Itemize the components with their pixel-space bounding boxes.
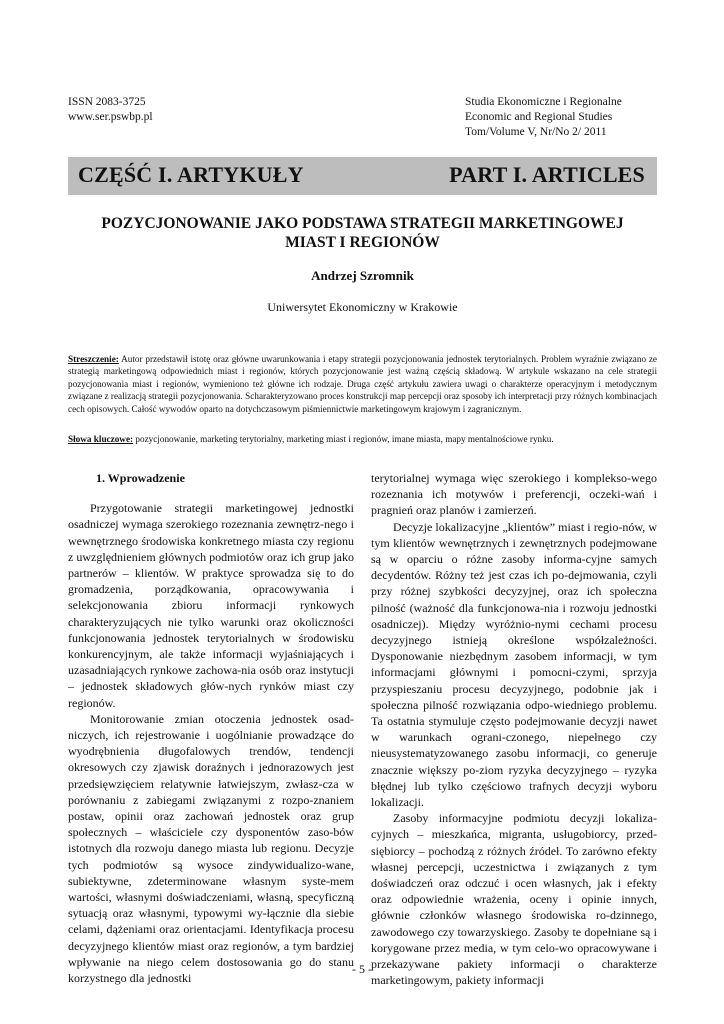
journal-meta-right bbox=[465, 95, 622, 140]
journal-website: www.ser.pswbp.pl bbox=[68, 111, 153, 123]
body-paragraph: Zasoby informacyjne podmiotu decyzji lokaliza-cyjnych – mieszkańca, migranta, usługobiorcy, przed-siębiorcy – pochodzą z różnych źródeł. To zarówno efekty własnej percepcji, uczestnictwa i związanych z tym doświadczeń oraz odczuć i ocen własnych, jak i efekty oraz odpowiednie wrażenia, oceny i opinie innych, głównie członków własnego środowiska ro-dzinnego, zawodowego czy towarzyskiego. Zasoby te dopełniane są i korygowane przez media, w tym celo-wo opracowywane i przekazywane pakiety informacji o charakterze marketingowym, pakiety informacji bbox=[371, 811, 657, 988]
journal-name-pl: Studia Ekonomiczne i Regionalne bbox=[465, 96, 622, 108]
journal-name-en: Economic and Regional Studies bbox=[465, 111, 613, 123]
part-title-en: PART I. ARTICLES bbox=[449, 162, 645, 187]
article-title bbox=[68, 214, 657, 252]
article-title-line2: MIAST I REGIONÓW bbox=[285, 234, 440, 251]
part-title-pl: CZĘŚĆ I. ARTYKUŁY bbox=[78, 162, 304, 187]
keywords-label: Słowa kluczowe: bbox=[68, 434, 134, 444]
issn: ISSN 2083-3725 bbox=[68, 96, 146, 108]
section-heading: 1. Wprowadzenie bbox=[96, 471, 185, 485]
body-paragraph: Monitorowanie zmian otoczenia jednostek osad-niczych, ich rejestrowanie i uogólnianie prowadzące do wyodrębnienia długofalowych trendów, tendencji okresowych czy zjawisk doraźnych i jednorazowych jest przedsięwzięciem relatywnie łatwiejszym, zwłasz-cza w porównaniu z zabiegami związanymi z rozpo-znaniem postaw, opinii oraz zachowań jednostek oraz grup społecznych – właściciele czy dysponentów zaso-bów istotnych dla rozwoju danego miasta lub regionu. Decyzje tych podmiotów są wysoce zindywidualizo-wane, subiektywne, zdeterminowane własnym syste-mem wartości, własnymi doświadczeniami, własną, specyficzną sytuacją oraz własnymi, typowymi wy-łącznie dla siebie celami, dążeniami oraz orientacjami. Identyfikacja procesu decyzyjnego klientów miast oraz regionów, a tym bardziej wpływanie na niego celem dostosowania go do stanu korzystnego dla jednostki bbox=[68, 711, 354, 986]
body-paragraph: Decyzje lokalizacyjne „klientów” miast i regio-nów, w tym klientów wewnętrznych i zewnętrznych podejmowane są w oparciu o różne zasoby informa-cyjne samych decydentów. Różny też jest czas ich po-dejmowania, czyli przy różnej szybkości decyzyjnej, oraz ich społeczna pilność (ważność dla funkcjonowa-nia i rozwoju jednostki osadniczej). Między wyróżnio-nymi cechami procesu decyzyjnego istnieją określone współzależności. Dysponowanie niezbędnym zasobem informacji, w tym informacjami głównymi i pomocni-czymi, sprzyja przyspieszaniu procesu decyzyjnego, podobnie jak i społeczna pilność rozwiązania odpo-wiedniego problemu. Ta ostatnia stymuluje często podejmowanie decyzji nawet w warunkach ograni-czonego, niepełnego czy nieusystematyzowanego zasobu informacji, co generuje znacznie większy po-ziom ryzyka decyzyjnego – ryzyka błędnej lub tylko częściowo trafnych decyzji wyboru lokalizacji. bbox=[371, 519, 657, 810]
body-paragraph: terytorialnej wymaga więc szerokiego i komplekso-wego rozeznania ich motywów i preferencji, oczeki-wań i pragnień oraz planów i zamierzeń. bbox=[371, 471, 657, 518]
journal-meta-left bbox=[68, 95, 153, 125]
journal-volume: Tom/Volume V, Nr/No 2/ 2011 bbox=[465, 126, 607, 138]
article-title-line1: POZYCJONOWANIE JAKO PODSTAWA STRATEGII MARKETINGOWEJ bbox=[101, 215, 624, 232]
abstract-label: Streszczenie: bbox=[68, 354, 119, 364]
page-number: - 5 - bbox=[352, 962, 372, 976]
body-column-left bbox=[68, 470, 354, 986]
author-affiliation: Uniwersytet Ekonomiczny w Krakowie bbox=[267, 300, 458, 314]
abstract-text: Autor przedstawił istotę oraz główne uwarunkowania i etapy strategii pozycjonowania jednostek terytorialnych. Problem wyraźnie związano ze strategią marketingową odpowiednich miast i regionów, których pozycjonowanie jest ważną częścią składową. W artykule wskazano na cele strategii pozycjonowania miast i regionów, wymieniono też główne ich rodzaje. Druga część artykułu zawiera uwagi o charakterze operacyjnym i metodycznym związane z realizacją strategii pozycjonowania. Scharakteryzowano proces konstrukcji map percepcji oraz sposoby ich interpretacji przy różnych kombinacjach cech opisowych. Całość wywodów oparto na dotychczasowym piśmiennictwie marketingowym krajowym i zagranicznym. bbox=[68, 354, 658, 414]
body-column-right bbox=[371, 470, 657, 989]
part-banner bbox=[68, 157, 657, 195]
keywords-text: pozycjonowanie, marketing terytorialny, marketing miast i regionów, imane miasta, mapy mentalnościowe rynku. bbox=[135, 434, 554, 444]
body-paragraph: Przygotowanie strategii marketingowej jednostki osadniczej wymaga szerokiego rozeznania zewnętrz-nego i wewnętrznego środowiska konkretnego miasta czy regionu z uwzględnieniem głównych podmiotów oraz ich grup jako partnerów – klientów. W praktyce sprowadza się to do gromadzenia, porządkowania, opracowywania i selekcjonowania zbioru informacji rynkowych charakteryzujących nie tylko warunki oraz okoliczności funkcjonowania jednostek terytorialnych w środowisku konkurencyjnym, ale także informacji wyjaśniających i uzasadniających rynkowe zachowa-nia osób oraz instytucji – jednostek składowych głów-nych rynków miast czy regionów. bbox=[68, 501, 354, 710]
keywords bbox=[68, 433, 657, 445]
abstract bbox=[68, 353, 657, 415]
author-name: Andrzej Szromnik bbox=[311, 268, 414, 283]
